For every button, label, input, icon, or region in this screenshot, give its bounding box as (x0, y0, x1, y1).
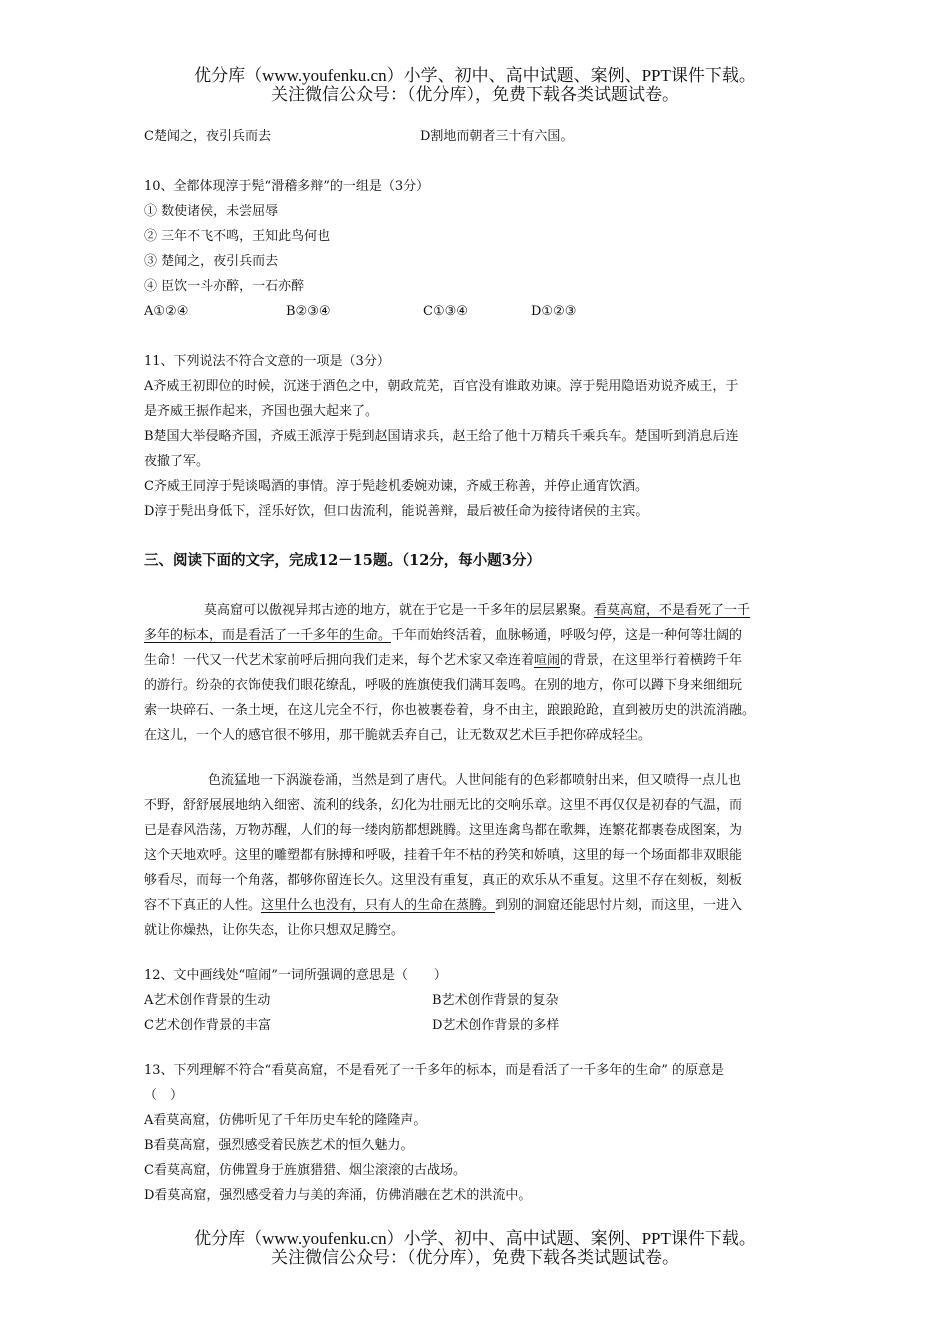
q12-option-a: A艺术创作背景的生动 (144, 993, 271, 1008)
p2-line-4: 这个天地欢呼。这里的雕塑都有脉搏和呼吸，挂着千年不枯的矜笑和娇嗔，这里的每一个场面都非双眼能 (144, 848, 743, 863)
underlined-sentence-2: 这里什么也没有，只有人的生命在蒸腾。 (261, 898, 496, 913)
spacer (144, 578, 808, 598)
underlined-word-xuannao: 喧闹 (534, 653, 561, 668)
p2-line-3: 已是春风浩荡，万物苏醒，人们的每一缕肉筋都想跳腾。这里连禽鸟都在歌舞，连繁花都裹卷成图案，为 (144, 823, 743, 838)
p1-line-3-text-a: 生命！一代又一代艺术家前呼后拥向我们走来，每个艺术家又牵连着 (144, 653, 535, 668)
q10-option-b: B②③④ (286, 304, 331, 319)
passage-paragraph-1 (144, 598, 808, 748)
p1-line-4: 的游行。纷杂的衣饰使我们眼花缭乱，呼吸的旌旗使我们满耳轰鸣。在别的地方，你可以蹲下身来细细玩 (144, 678, 743, 693)
spacer (144, 524, 808, 544)
p1-line-5: 索一块碎石、一条土埂，在这儿完全不行，你也被裹卷着，身不由主，踉踉跄跄，直到被历史的洪流消融。 (144, 703, 756, 718)
footer-line-1: 优分库（www.youfenku.cn）小学、初中、高中试题、案例、PPT课件下载。 (194, 1229, 756, 1248)
page-footer (0, 1229, 950, 1267)
q13-option-d: D看莫高窟，强烈感受着力与美的奔涌，仿佛消融在艺术的洪流中。 (144, 1188, 532, 1203)
q12-option-b: B艺术创作背景的复杂 (432, 993, 559, 1008)
p1-line-3-text-b: 的背景，在这里举行着横跨千年 (560, 653, 743, 668)
section-3-title: 三、阅读下面的文字，完成12－15题。（12分，每小题3分） (144, 552, 541, 569)
p2-line-7: 就让你燥热，让你失态，让你只想双足腾空。 (144, 923, 405, 938)
p1-line-6: 在这儿，一个人的感官很不够用，那干脆就丢弃自己，让无数双艺术巨手把你碎成轻尘。 (144, 728, 652, 743)
passage-paragraph-2 (144, 768, 808, 943)
spacer (144, 943, 808, 963)
q11-option-b-line1: B楚国大举侵略齐国，齐威王派淳于髡到赵国请求兵，赵王给了他十万精兵千乘兵车。楚国听到消息后连 (144, 429, 739, 444)
q10-options (144, 299, 808, 324)
q10-item-2: ② 三年不飞不鸣，王知此鸟何也 (144, 229, 331, 244)
q12-options-row-1 (144, 988, 808, 1013)
q12-option-d: D艺术创作背景的多样 (432, 1018, 560, 1033)
spacer (144, 324, 808, 349)
q11-option-a-line2: 是齐威王振作起来，齐国也强大起来了。 (144, 404, 379, 419)
q10-stem: 10、全都体现淳于髡“滑稽多辩”的一组是（3分） (144, 179, 430, 194)
p1-line-3 (144, 648, 808, 673)
p1-line-1-text: 莫高窟可以傲视异邦古迹的地方，就在于它是一千多年的层层累聚。 (204, 603, 595, 618)
q9-option-d: D割地而朝者三十有六国。 (420, 129, 574, 144)
spacer (144, 748, 808, 768)
question-10 (144, 174, 808, 324)
underlined-sentence-1a: 看莫高窟，不是看死了一千 (594, 603, 751, 618)
footer-line-2: 关注微信公众号：（优分库），免费下载各类试题试卷。 (271, 1248, 679, 1267)
q13-stem-line2: （ ） (144, 1088, 184, 1103)
spacer (144, 1038, 808, 1058)
document-body (144, 124, 808, 1208)
header-line-2: 关注微信公众号：（优分库），免费下载各类试题试卷。 (271, 85, 679, 104)
question-11 (144, 349, 808, 524)
p2-line-6 (144, 893, 808, 918)
page-header (0, 66, 950, 104)
q9-options-tail (144, 124, 808, 149)
p2-line-5: 够看尽，而每一个角落，都够你留连长久。这里没有重复，真正的欢乐从不重复。这里不存在刻板，刻板 (144, 873, 743, 888)
q12-option-c: C艺术创作背景的丰富 (144, 1018, 271, 1033)
q10-item-3: ③ 楚闻之，夜引兵而去 (144, 254, 279, 269)
q11-option-d: D淳于髡出身低下，淫乐好饮，但口齿流利，能说善辩，最后被任命为接待诸侯的主宾。 (144, 504, 649, 519)
q13-option-a: A看莫高窟，仿佛听见了千年历史车轮的隆隆声。 (144, 1113, 427, 1128)
p1-line-2 (144, 623, 808, 648)
q12-stem: 12、文中画线处“喧闹”一词所强调的意思是（ ） (144, 968, 447, 983)
q12-options-row-2 (144, 1013, 808, 1038)
q13-option-c: C看莫高窟，仿佛置身于旌旗猎猎、烟尘滚滚的古战场。 (144, 1163, 466, 1178)
p2-line-6-text-a: 容不下真正的人性。 (144, 898, 262, 913)
p1-line-1 (144, 598, 808, 623)
header-line-1: 优分库（www.youfenku.cn）小学、初中、高中试题、案例、PPT课件下载。 (194, 66, 756, 85)
q11-option-c: C齐威王同淳于髡谈喝酒的事情。淳于髡趁机委婉劝谏，齐威王称善，并停止通宵饮酒。 (144, 479, 648, 494)
p2-line-1: 色流猛地一下涡漩卷涌，当然是到了唐代。人世间能有的色彩都喷射出来，但又喷得一点儿也 (208, 773, 742, 788)
q10-option-a: A①②④ (144, 304, 189, 319)
q10-option-c: C①③④ (423, 304, 468, 319)
q9-option-c: C楚闻之，夜引兵而去 (144, 129, 271, 144)
q13-stem-line1: 13、下列理解不符合“看莫高窟，不是看死了一千多年的标本，而是看活了一千多年的生命” 的原意是 (144, 1063, 724, 1078)
question-13 (144, 1058, 808, 1208)
q10-item-1: ① 数使诸侯，未尝屈辱 (144, 204, 279, 219)
spacer (144, 149, 808, 174)
q11-option-b-line2: 夜撤了军。 (144, 454, 210, 469)
p2-line-6-text-b: 到别的洞窟还能思忖片刻，而这里，一进入 (495, 898, 743, 913)
q10-option-d: D①②③ (531, 304, 577, 319)
q10-item-4: ④ 臣饮一斗亦醉，一石亦醉 (144, 279, 305, 294)
underlined-sentence-1b: 多年的标本，而是看活了一千多年的生命。 (144, 628, 392, 643)
p1-line-2-text: 千年而始终活着，血脉畅通，呼吸匀停，这是一种何等壮阔的 (391, 628, 743, 643)
question-12 (144, 963, 808, 1038)
p2-line-2: 不野，舒舒展展地纳入细密、流利的线条，幻化为壮丽无比的交响乐章。这里不再仅仅是初春的气温，而 (144, 798, 743, 813)
q11-option-a-line1: A齐威王初即位的时候，沉迷于酒色之中，朝政荒芜，百官没有谁敢劝谏。淳于髡用隐语劝说齐威王，于 (144, 379, 739, 394)
q13-option-b: B看莫高窟，强烈感受着民族艺术的恒久魅力。 (144, 1138, 414, 1153)
q11-stem: 11、下列说法不符合文意的一项是（3分） (144, 354, 390, 369)
